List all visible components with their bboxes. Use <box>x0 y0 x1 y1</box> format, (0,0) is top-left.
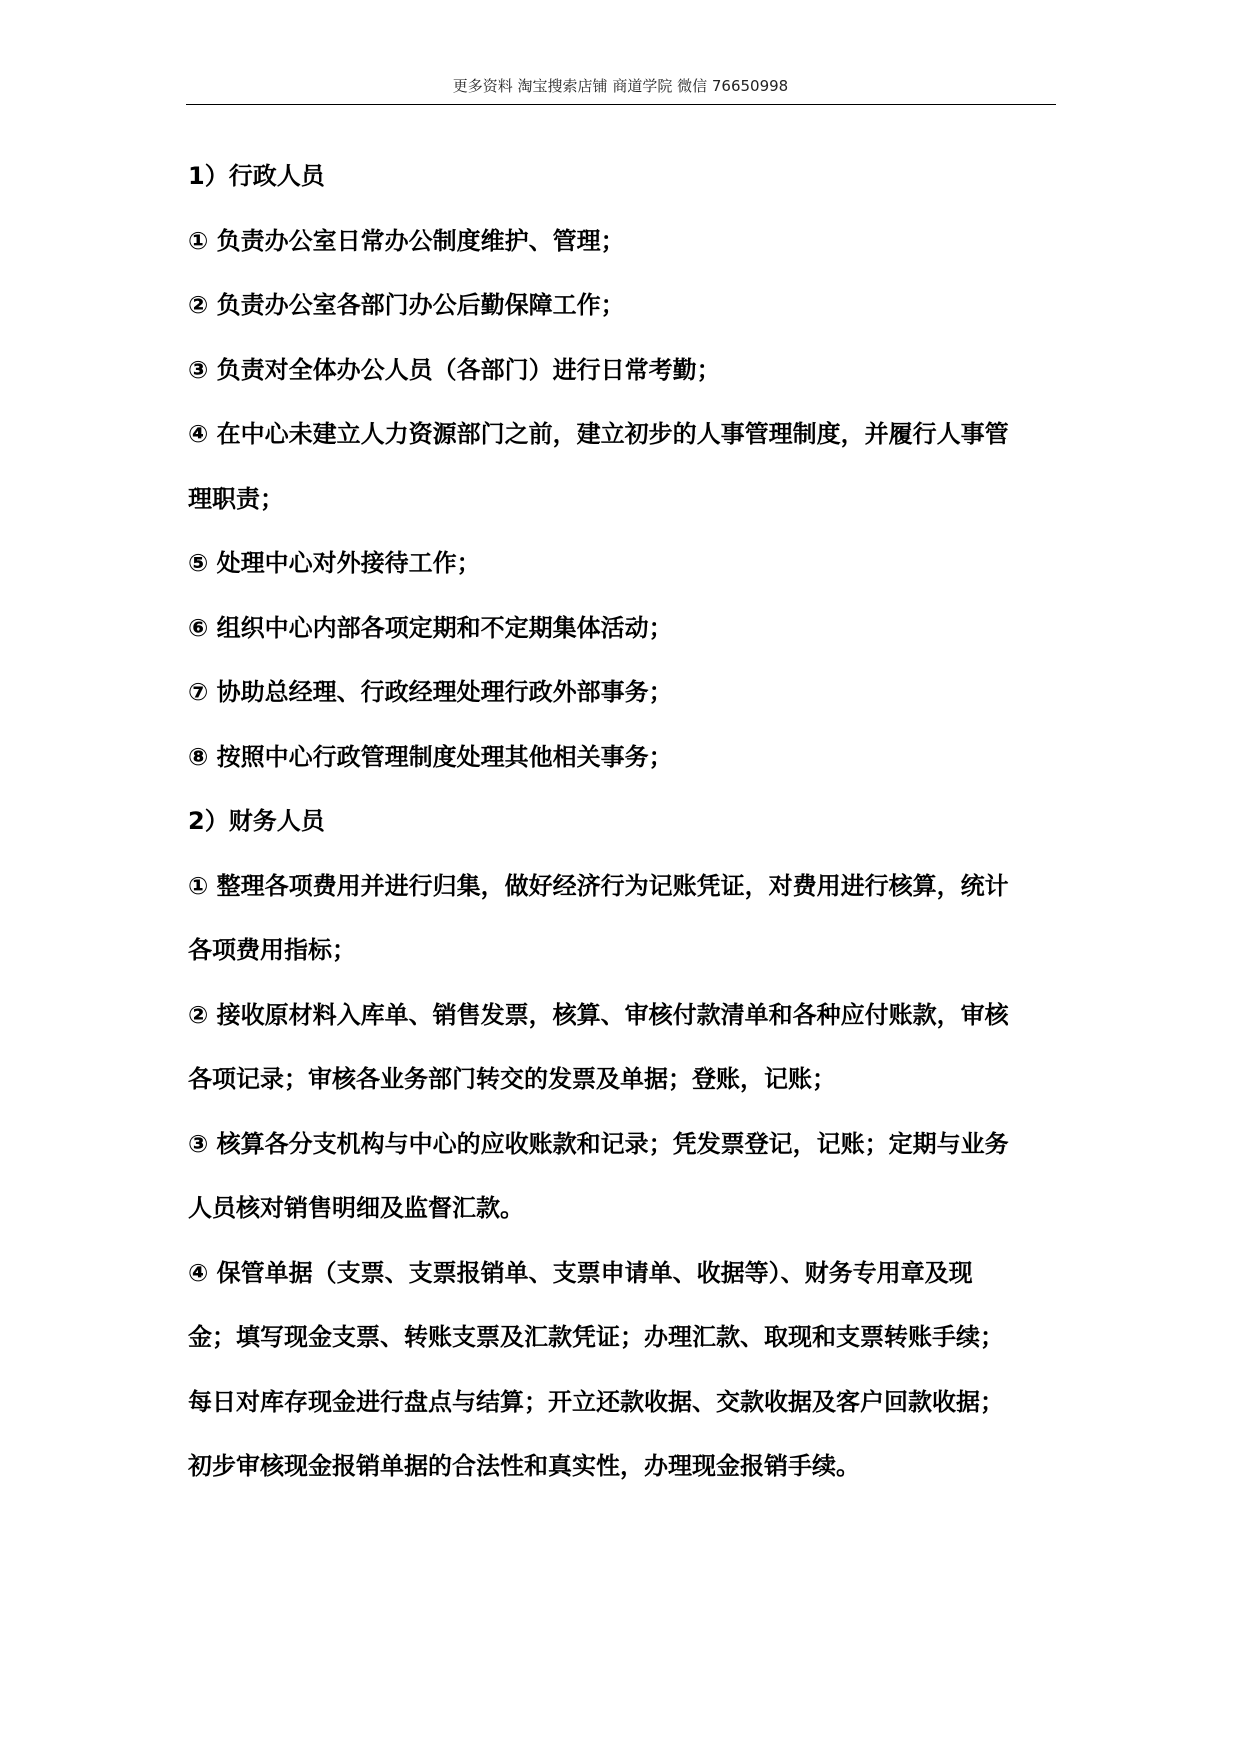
text-line: ④ 在中心未建立人力资源部门之前，建立初步的人事管理制度，并履行人事管 <box>188 420 1009 448</box>
text-line: 初步审核现金报销单据的合法性和真实性，办理现金报销手续。 <box>188 1452 860 1480</box>
text-line: 各项费用指标； <box>188 936 356 964</box>
text-line: ① 整理各项费用并进行归集，做好经济行为记账凭证，对费用进行核算，统计 <box>188 871 1009 900</box>
text-line: ⑥ 组织中心内部各项定期和不定期集体活动； <box>188 613 673 642</box>
text-line: ⑦ 协助总经理、行政经理处理行政外部事务； <box>188 678 673 706</box>
header-divider <box>186 104 1056 105</box>
section-heading-admin-staff: 1）行政人员 <box>188 162 325 190</box>
text-line: ② 负责办公室各部门办公后勤保障工作； <box>188 291 625 319</box>
section-heading-finance-staff: 2）财务人员 <box>188 807 325 835</box>
text-line: 理职责； <box>188 484 284 513</box>
text-line: 每日对库存现金进行盘点与结算；开立还款收据、交款收据及客户回款收据； <box>188 1387 1004 1416</box>
text-line: ③ 负责对全体办公人员（各部门）进行日常考勤； <box>188 355 721 384</box>
text-line: ⑤ 处理中心对外接待工作； <box>188 549 481 577</box>
page-header-text: 更多资料 淘宝搜索店铺 商道学院 微信 76650998 <box>452 77 789 95</box>
document-body <box>188 146 1058 1501</box>
text-line: 金；填写现金支票、转账支票及汇款凭证；办理汇款、取现和支票转账手续； <box>188 1323 1004 1351</box>
text-line: ① 负责办公室日常办公制度维护、管理； <box>188 226 625 255</box>
text-line: ④ 保管单据（支票、支票报销单、支票申请单、收据等）、财务专用章及现 <box>188 1258 973 1287</box>
text-line: 人员核对销售明细及监督汇款。 <box>188 1194 524 1222</box>
text-line: ② 接收原材料入库单、销售发票，核算、审核付款清单和各种应付账款，审核 <box>188 1000 1009 1029</box>
text-line: ③ 核算各分支机构与中心的应收账款和记录；凭发票登记，记账；定期与业务 <box>188 1129 1009 1158</box>
text-line: 各项记录；审核各业务部门转交的发票及单据；登账，记账； <box>188 1065 836 1093</box>
text-line: ⑧ 按照中心行政管理制度处理其他相关事务； <box>188 742 673 771</box>
